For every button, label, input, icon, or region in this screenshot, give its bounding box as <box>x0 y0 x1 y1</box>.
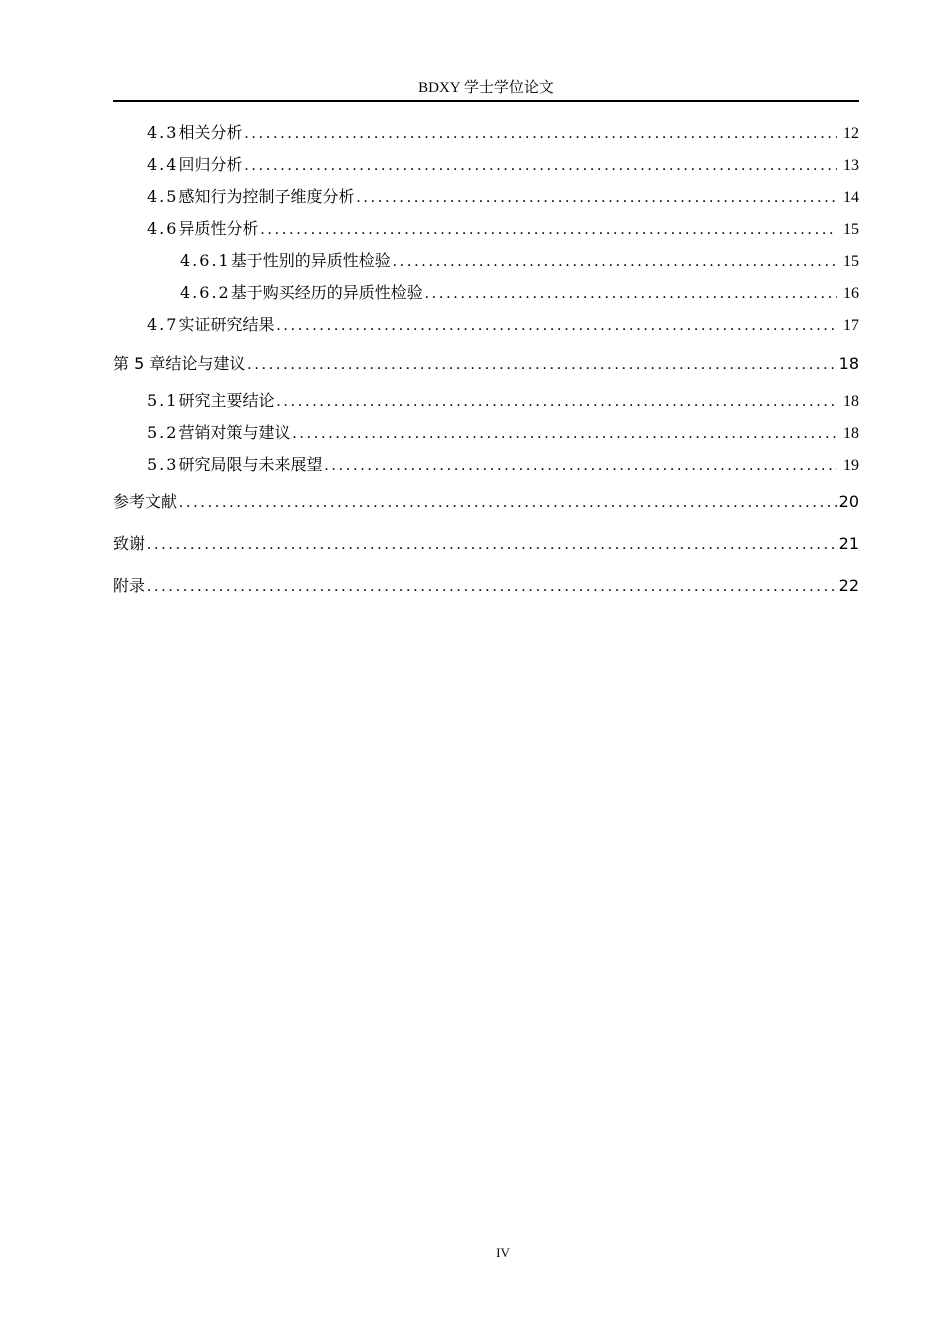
toc-entry-title: 结论与建议 <box>165 354 246 373</box>
toc-entry-number: 4.6.1 <box>180 251 231 270</box>
toc-entry-number: 4.3 <box>147 123 179 142</box>
dot-leader <box>393 246 837 278</box>
dot-leader <box>276 310 837 342</box>
toc-entry-title: 相关分析 <box>178 123 243 142</box>
toc-entry-4-6[interactable] <box>113 213 859 245</box>
toc-entry-title: 营销对策与建议 <box>178 423 291 442</box>
dot-leader <box>244 118 837 150</box>
toc-entry-page: 18 <box>838 354 859 373</box>
toc-entry-number: 5.1 <box>147 391 179 410</box>
toc-entry-number: 5.2 <box>147 423 179 442</box>
toc-entry-page: 22 <box>838 576 859 595</box>
toc-entry-number: 4.6 <box>147 219 179 238</box>
toc-entry-4-5[interactable] <box>113 181 859 213</box>
toc-entry-4-6-2[interactable] <box>113 277 859 309</box>
toc-entry-5-3[interactable] <box>113 449 859 481</box>
dot-leader <box>147 524 837 566</box>
toc-entry-5-1[interactable] <box>113 385 859 417</box>
dot-leader <box>179 482 837 524</box>
header-rule <box>113 100 859 102</box>
dot-leader <box>356 182 837 214</box>
toc-entry-5-2[interactable] <box>113 417 859 449</box>
toc-entry-4-4[interactable] <box>113 149 859 181</box>
toc-entry-4-7[interactable] <box>113 309 859 341</box>
toc-entry-acknowledgements[interactable] <box>113 523 859 565</box>
toc-entry-number: 第 5 章 <box>113 354 166 373</box>
toc-entry-page: 16 <box>843 285 859 302</box>
toc-entry-appendix[interactable] <box>113 565 859 607</box>
toc-entry-page: 15 <box>843 221 859 238</box>
table-of-contents <box>113 117 859 607</box>
toc-entry-title: 异质性分析 <box>178 219 259 238</box>
toc-entry-page: 18 <box>843 425 859 442</box>
running-header: BDXY 学士学位论文 <box>418 80 554 96</box>
toc-entry-title: 回归分析 <box>178 155 243 174</box>
toc-entry-number: 4.5 <box>147 187 179 206</box>
dot-leader <box>276 386 837 418</box>
dot-leader <box>147 566 837 608</box>
dot-leader <box>244 150 837 182</box>
toc-entry-references[interactable] <box>113 481 859 523</box>
toc-entry-page: 14 <box>843 189 859 206</box>
toc-entry-number: 4.7 <box>147 315 179 334</box>
toc-entry-title: 研究主要结论 <box>178 391 275 410</box>
toc-entry-title: 基于性别的异质性检验 <box>230 251 391 270</box>
dot-leader <box>260 214 837 246</box>
toc-entry-page: 15 <box>843 253 859 270</box>
toc-entry-title: 致谢 <box>113 534 146 553</box>
toc-entry-title: 参考文献 <box>113 492 178 511</box>
dot-leader <box>292 418 837 450</box>
toc-entry-number: 4.4 <box>147 155 179 174</box>
toc-entry-page: 13 <box>843 157 859 174</box>
toc-entry-page: 20 <box>838 492 859 511</box>
toc-entry-title: 基于购买经历的异质性检验 <box>230 283 423 302</box>
toc-entry-4-3[interactable] <box>113 117 859 149</box>
dot-leader <box>324 450 837 482</box>
toc-entry-number: 4.6.2 <box>180 283 231 302</box>
page-number: IV <box>496 1245 510 1260</box>
dot-leader <box>425 278 837 310</box>
toc-entry-number: 5.3 <box>147 455 179 474</box>
toc-entry-title: 附录 <box>113 576 146 595</box>
toc-entry-page: 19 <box>843 457 859 474</box>
toc-entry-title: 感知行为控制子维度分析 <box>178 187 355 206</box>
toc-entry-title: 研究局限与未来展望 <box>178 455 323 474</box>
toc-entry-page: 21 <box>838 534 859 553</box>
toc-entry-page: 12 <box>843 125 859 142</box>
toc-entry-chapter-5[interactable] <box>113 343 859 385</box>
dot-leader <box>247 344 836 386</box>
toc-entry-4-6-1[interactable] <box>113 245 859 277</box>
toc-entry-page: 18 <box>843 393 859 410</box>
toc-entry-title: 实证研究结果 <box>178 315 275 334</box>
toc-entry-page: 17 <box>843 317 859 334</box>
